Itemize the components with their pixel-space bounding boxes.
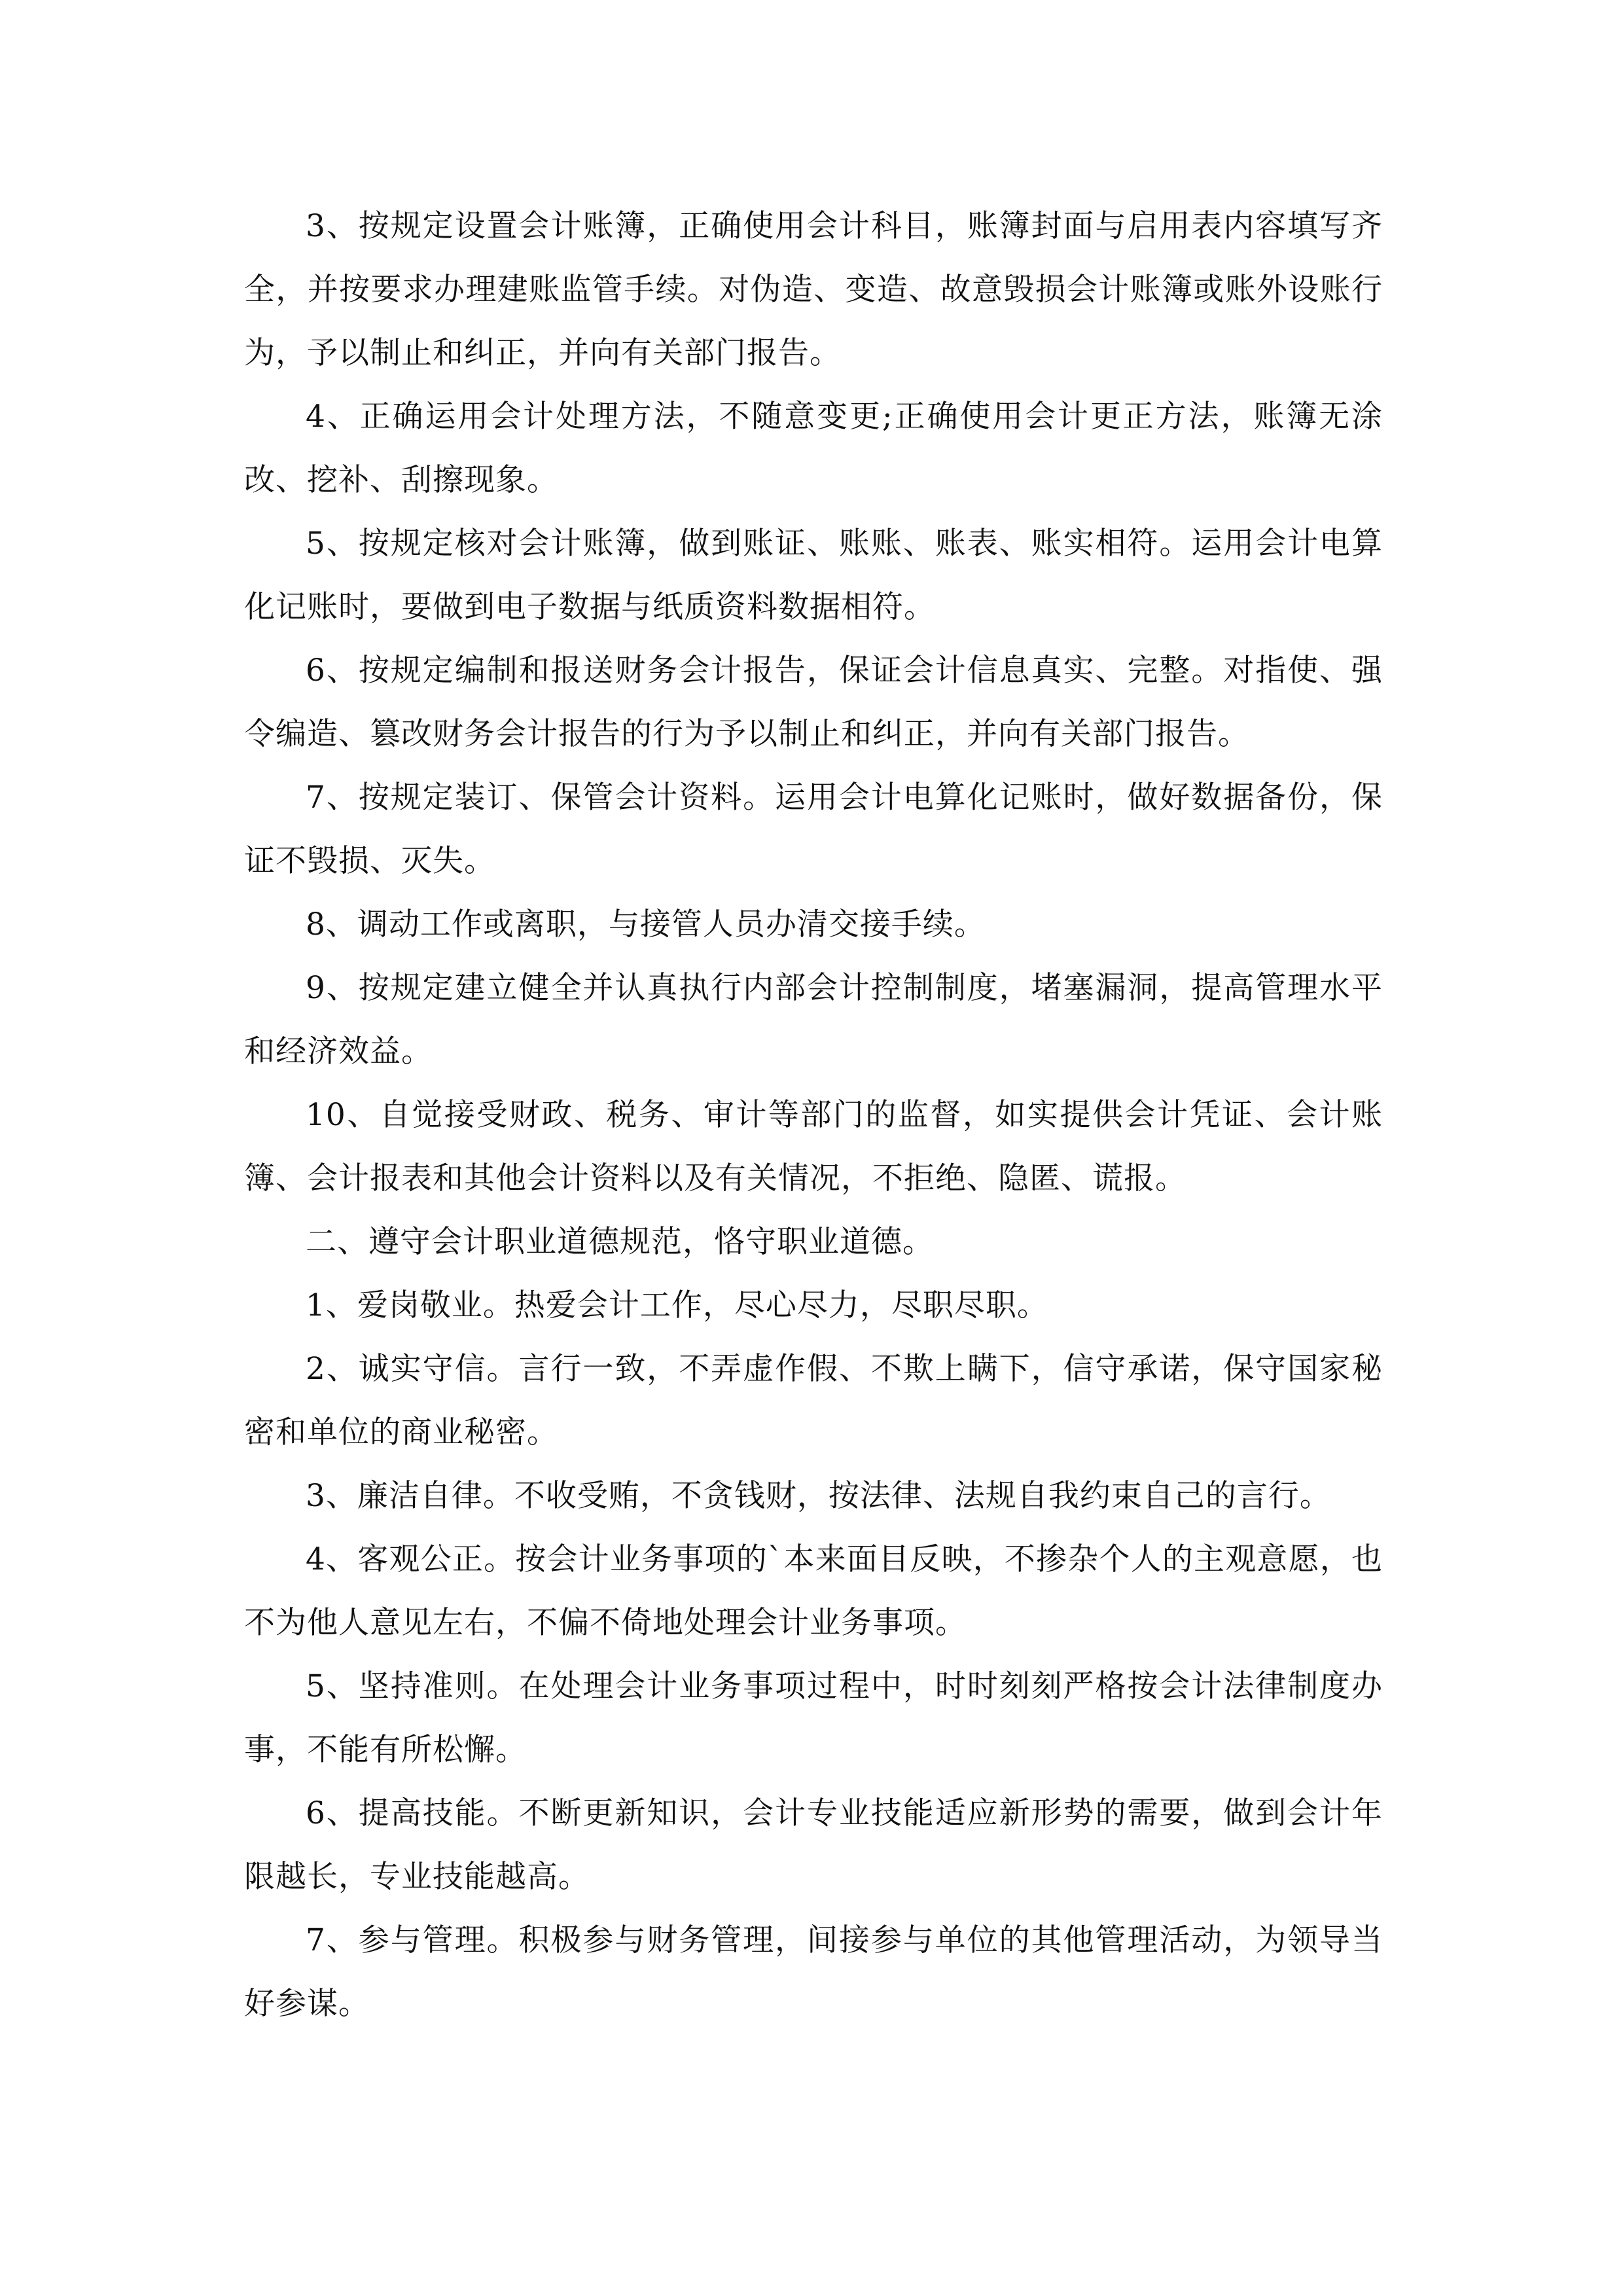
paragraph-7-archive-materials: 7、按规定装订、保管会计资料。运用会计电算化记账时，做好数据备份，保证不毁损、灭失。	[244, 780, 1383, 879]
document-body	[244, 194, 1383, 2036]
paragraph-5-reconcile-books: 5、按规定核对会计账簿，做到账证、账账、账表、账实相符。运用会计电算化记账时，要做到电子数据与纸质资料数据相符。	[244, 526, 1383, 625]
paragraph-4-accounting-methods: 4、正确运用会计处理方法，不随意变更;正确使用会计更正方法，账簿无涂改、挖补、刮擦现象。	[244, 399, 1383, 498]
paragraph-6-financial-reports: 6、按规定编制和报送财务会计报告，保证会计信息真实、完整。对指使、强令编造、篡改财务会计报告的行为予以制止和纠正，并向有关部门报告。	[244, 653, 1383, 752]
ethics-item-2: 2、诚实守信。言行一致，不弄虚作假、不欺上瞒下，信守承诺，保守国家秘密和单位的商业秘密。	[244, 1351, 1383, 1450]
ethics-item-7: 7、参与管理。积极参与财务管理，间接参与单位的其他管理活动，为领导当好参谋。	[244, 1922, 1383, 2022]
ethics-item-1: 1、爱岗敬业。热爱会计工作，尽心尽力，尽职尽职。	[306, 1287, 1048, 1323]
paragraph-9-internal-control: 9、按规定建立健全并认真执行内部会计控制制度，堵塞漏洞，提高管理水平和经济效益。	[244, 970, 1383, 1069]
paragraph-8-handover: 8、调动工作或离职，与接管人员办清交接手续。	[306, 906, 986, 942]
ethics-item-5: 5、坚持准则。在处理会计业务事项过程中，时时刻刻严格按会计法律制度办事，不能有所松懈。	[244, 1668, 1383, 1768]
paragraph-3-account-books: 3、按规定设置会计账簿，正确使用会计科目，账簿封面与启用表内容填写齐全，并按要求办理建账监管手续。对伪造、变造、故意毁损会计账簿或账外设账行为，予以制止和纠正，并向有关部门报告。	[244, 208, 1383, 371]
ethics-item-3: 3、廉洁自律。不收受贿，不贪钱财，按法律、法规自我约束自己的言行。	[306, 1478, 1331, 1514]
section-heading-ethics: 二、遵守会计职业道德规范，恪守职业道德。	[306, 1224, 934, 1260]
ethics-item-6: 6、提高技能。不断更新知识，会计专业技能适应新形势的需要，做到会计年限越长，专业技能越高。	[244, 1795, 1383, 1895]
paragraph-10-supervision: 10、自觉接受财政、税务、审计等部门的监督，如实提供会计凭证、会计账簿、会计报表和其他会计资料以及有关情况，不拒绝、隐匿、谎报。	[244, 1097, 1383, 1196]
ethics-item-4: 4、客观公正。按会计业务事项的`本来面目反映，不掺杂个人的主观意愿，也不为他人意见左右，不偏不倚地处理会计业务事项。	[244, 1541, 1383, 1641]
